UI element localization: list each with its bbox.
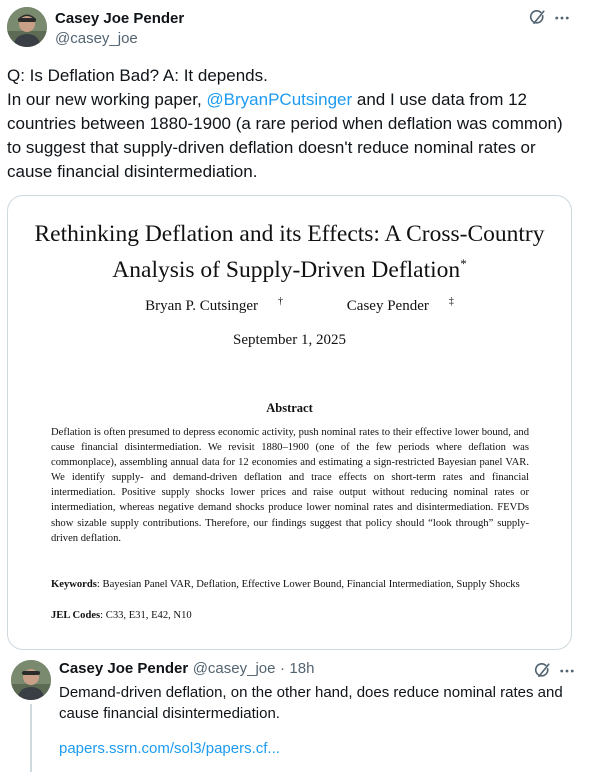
author-handle[interactable]: @casey_joe	[55, 30, 138, 47]
paper-author-2	[327, 298, 454, 314]
tweet-text-before-mention: In our new working paper,	[7, 90, 207, 109]
more-icon[interactable]	[552, 8, 572, 28]
paper-jel-codes	[51, 608, 529, 623]
abstract-text: Deflation is often presumed to depress economic activity, push nominal rates to their effective lower bound, and cause financial disintermediation. We revisit 1880–1900 (one of the few periods where deflation was commonplace), assembling annual data for 12 economies and estimating a sign-restricted Bayesian panel VAR. We identify supply- and demand-driven deflation and trace effects on short-term rates and financial intermediation. Positive supply shocks lower prices and raise output without reducing nominal rates or intermediation, whereas negative demand shocks produce lower nominal rates and disintermediation. FEVDs show sizable supply contributions. Therefore, our findings suggest that policy should “look through” supply-driven deflation.	[51, 427, 529, 544]
reply-timestamp[interactable]: 18h	[289, 660, 315, 677]
reply-more-icon[interactable]	[557, 661, 577, 681]
author-avatar[interactable]	[7, 7, 47, 47]
paper-author-2-mark: ‡	[448, 296, 454, 307]
paper-title-line2-text: Analysis of Supply-Driven Deflation	[112, 256, 461, 283]
tweet-text	[7, 64, 567, 184]
mention-link[interactable]: @BryanPCutsinger	[206, 90, 353, 109]
paper-date: September 1, 2025	[233, 332, 346, 348]
keywords-value: : Bayesian Panel VAR, Deflation, Effective Lower Bound, Financial Intermediation, Supply Shocks	[96, 579, 520, 590]
jel-value: : C33, E31, E42, N10	[100, 610, 192, 621]
tweet-text-after-mention: and I use data from 12 countries between 1880-1900 (a rare period when deflation was common) to suggest that supply-driven deflation doesn't reduce nominal rates or cause financial disintermediation.	[7, 90, 563, 181]
reply-author-name[interactable]: Casey Joe Pender	[59, 660, 189, 677]
keywords-label: Keywords	[51, 579, 97, 590]
paper-title-line1: Rethinking Deflation and its Effects: A Cross-Country	[34, 221, 545, 247]
paper-authors	[8, 296, 571, 315]
paper-author-1-mark: †	[278, 296, 284, 307]
paper-page	[8, 196, 571, 649]
paper-author-1-name: Bryan P. Cutsinger	[145, 298, 259, 314]
reply-separator: ·	[279, 660, 285, 677]
thread-line	[30, 704, 32, 772]
reply-header	[59, 660, 314, 678]
tweet-text-body	[7, 88, 567, 184]
paper-image[interactable]	[7, 195, 572, 650]
paper-author-1	[125, 298, 283, 314]
grok-icon[interactable]	[527, 8, 547, 28]
paper-title-mark: *	[460, 256, 467, 271]
abstract-heading: Abstract	[266, 401, 313, 415]
reply-text: Demand-driven deflation, on the other hand, does reduce nominal rates and cause financial disintermediation.	[59, 684, 563, 722]
jel-label: JEL Codes	[51, 610, 101, 621]
reply-link[interactable]: papers.ssrn.com/sol3/papers.cf...	[59, 740, 280, 757]
reply-author-handle[interactable]: @casey_joe	[192, 660, 276, 677]
reply-author-avatar[interactable]	[11, 660, 51, 700]
paper-author-2-name: Casey Pender	[346, 298, 429, 314]
paper-title-line2	[8, 250, 571, 284]
paper-keywords	[51, 577, 529, 592]
tweet-text-line1: Q: Is Deflation Bad? A: It depends.	[7, 66, 268, 85]
reply-grok-icon[interactable]	[532, 661, 552, 681]
author-name[interactable]: Casey Joe Pender	[55, 10, 185, 27]
